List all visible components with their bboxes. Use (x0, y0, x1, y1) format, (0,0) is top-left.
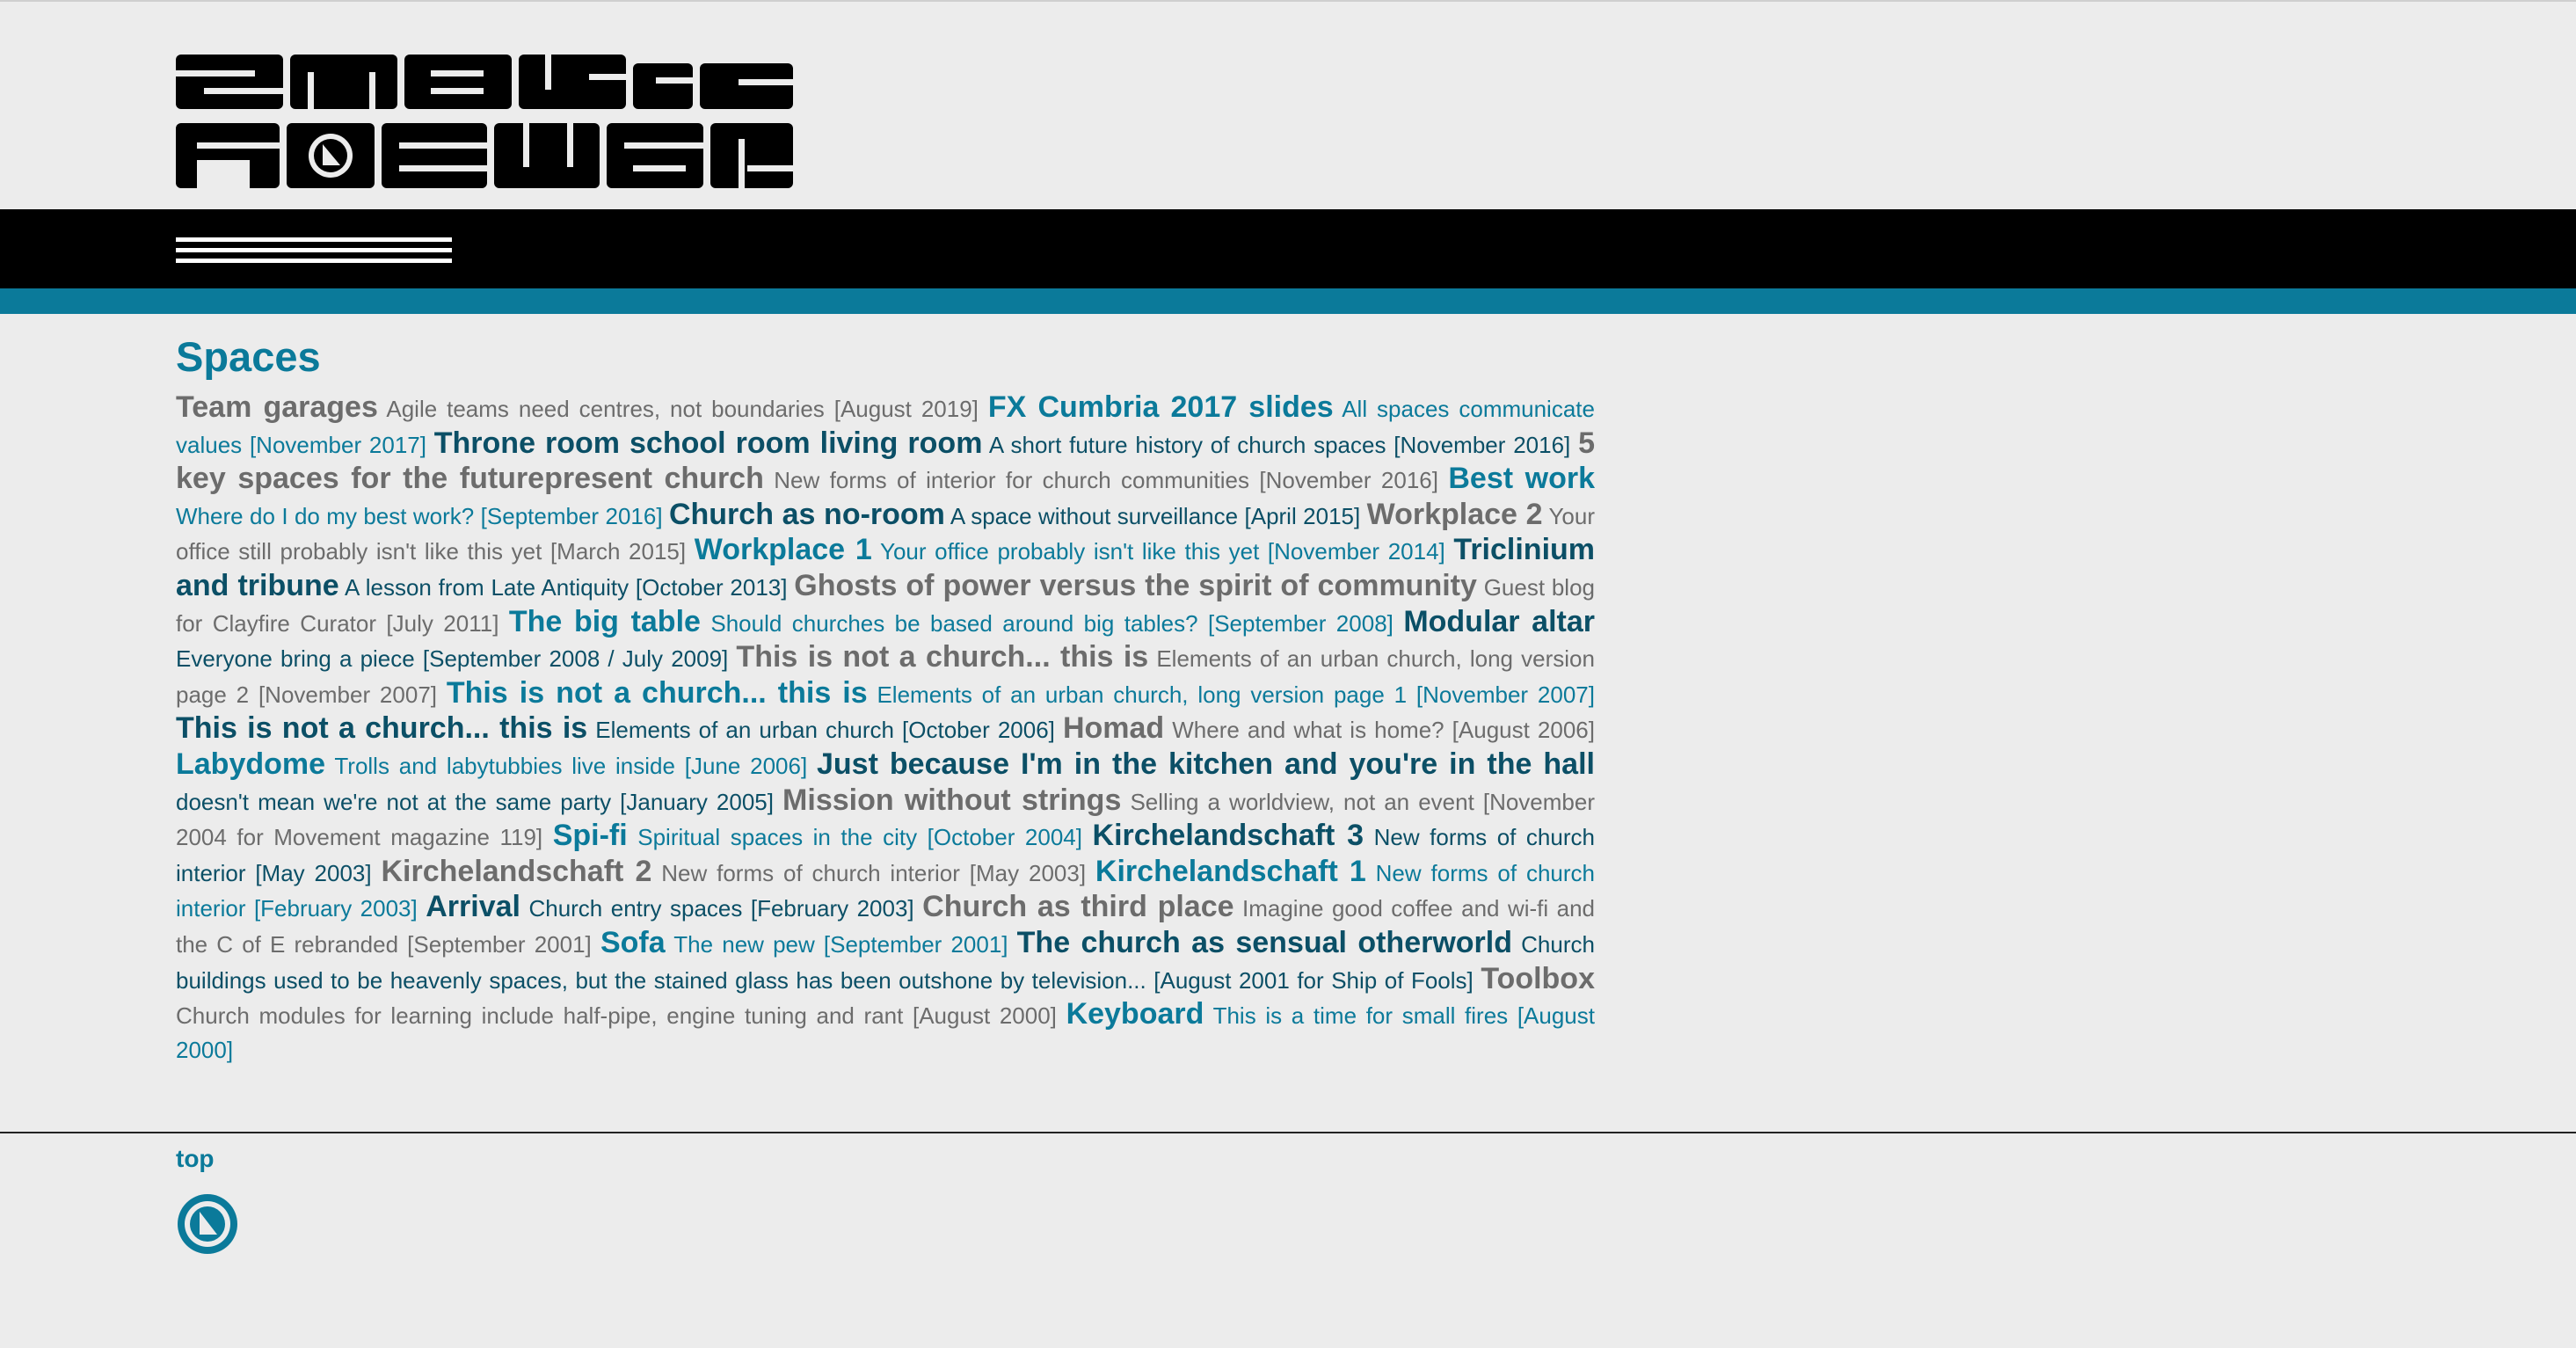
hamburger-menu-icon[interactable] (176, 237, 452, 264)
article-link-not-a-church-page-1[interactable]: This is not a church... this is Elements of an urban church, long version page 1 [November 2007] (446, 675, 1595, 710)
article-link-best-work[interactable]: Best work Where do I do my best work? [September 2016] (176, 462, 1596, 529)
article-link-church-as-third-place[interactable]: Church as third place Imagine good coffee and wi-fi and the C of E rebranded [September 2001] (176, 890, 1596, 958)
sail-logo-icon[interactable] (176, 1192, 239, 1256)
article-link-kirchelandschaft-3[interactable]: Kirchelandschaft 3 New forms of church interior [May 2003] (176, 819, 1595, 886)
article-link-workplace-2[interactable]: Workplace 2 Your office still probably isn't like this yet [March 2015] (176, 497, 1596, 565)
back-to-top-link[interactable]: top (176, 1145, 215, 1172)
article-link-mission-without-strings[interactable]: Mission without strings Selling a worldview, not an event [November 2004 for Movement magazine 119] (176, 783, 1596, 851)
article-link-fx-cumbria[interactable]: FX Cumbria 2017 slides All spaces communicate values [November 2017] (176, 390, 1595, 458)
article-link-spi-fi[interactable]: Spi-fi Spiritual spaces in the city [October 2004] (552, 819, 1082, 853)
article-link-big-table[interactable]: The big table Should churches be based around big tables? [September 2008] (508, 604, 1394, 638)
article-link-sofa[interactable]: Sofa The new pew [September 2001] (600, 925, 1008, 959)
article-link-not-a-church-page-2[interactable]: This is not a church... this is Elements of an urban church, long version page 2 [November 2007] (176, 640, 1595, 708)
article-link-kitchen-and-hall[interactable]: Just because I'm in the kitchen and you're in the hall doesn't mean we're not at the same party [January 2005] (176, 747, 1595, 815)
article-link-workplace-1[interactable]: Workplace 1 Your office probably isn't like this yet [November 2014] (694, 533, 1445, 567)
article-link-toolbox[interactable]: Toolbox Church modules for learning include half-pipe, engine tuning and rant [August 2000] (176, 961, 1595, 1030)
article-link-labydome[interactable]: Labydome Trolls and labytubbies live inside [June 2006] (176, 747, 808, 781)
article-link-not-a-church[interactable]: This is not a church... this is Elements of an urban church [October 2006] (176, 711, 1055, 746)
article-link-kirchelandschaft-1[interactable]: Kirchelandschaft 1 New forms of church interior [February 2003] (176, 854, 1595, 922)
accent-bar (0, 288, 2576, 314)
top-border (0, 0, 2576, 2)
article-link-sensual-otherworld[interactable]: The church as sensual otherworld Church buildings used to be heavenly spaces, but the stained glass has been outshone by television... [August 2001 for Ship of Fools] (176, 925, 1595, 994)
article-link-church-as-no-room[interactable]: Church as no-room A space without surveillance [April 2015] (668, 497, 1361, 531)
page-title: Spaces (176, 333, 321, 380)
article-link-homad[interactable]: Homad Where and what is home? [August 2006] (1062, 711, 1595, 746)
site-logo[interactable] (176, 55, 793, 188)
article-link-triclinium[interactable]: Triclinium and tribune A lesson from Late Antiquity [October 2013] (176, 533, 1596, 602)
article-link-keyboard[interactable]: Keyboard This is a time for small fires [August 2000] (176, 997, 1595, 1063)
footer-divider (0, 1132, 2576, 1133)
article-link-5-key-spaces[interactable]: 5 key spaces for the futurepresent church New forms of interior for church communities [November 2016] (176, 426, 1595, 496)
article-link-ghosts-of-power[interactable]: Ghosts of power versus the spirit of community Guest blog for Clayfire Curator [July 2011] (176, 568, 1595, 637)
article-link-throne-room[interactable]: Throne room school room living room A short future history of church spaces [November 2016] (433, 426, 1571, 460)
article-link-team-garages[interactable]: Team garages Agile teams need centres, not boundaries [August 2019] (176, 390, 979, 424)
article-list (176, 390, 1595, 1067)
article-link-kirchelandschaft-2[interactable]: Kirchelandschaft 2 New forms of church interior [May 2003] (381, 854, 1087, 888)
article-link-modular-altar[interactable]: Modular altar Everyone bring a piece [September 2008 / July 2009] (176, 604, 1595, 673)
article-link-arrival[interactable]: Arrival Church entry spaces [February 2003] (426, 890, 914, 924)
